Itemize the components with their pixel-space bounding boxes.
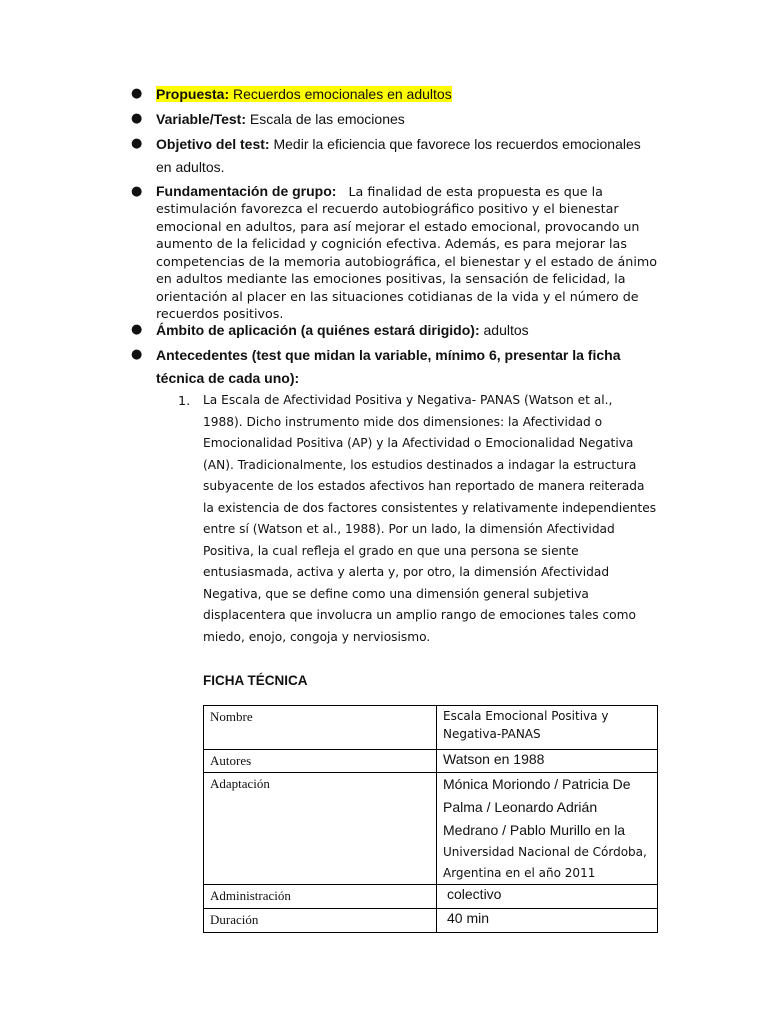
fundamentacion-line: emocional en adultos, para así mejorar el estado emocional, provocando un — [156, 218, 640, 234]
item-variable — [156, 107, 405, 131]
row-key-autores: Autores — [204, 750, 437, 773]
antecedente-line: (AN). Tradicionalmente, los estudios destinados a indagar la estructura — [203, 457, 637, 472]
item-antecedentes: Antecedentes (test que midan la variable, mínimo 6, presentar la ficha — [156, 347, 621, 363]
value-line: Palma / Leonardo Adrián — [443, 799, 598, 815]
bullet: ● — [131, 322, 143, 337]
variable-value: Escala de las emociones — [249, 111, 405, 127]
item-propuesta — [156, 82, 452, 106]
value-line: 40 min — [447, 910, 490, 926]
value-line: Universidad Nacional de Córdoba, — [443, 845, 647, 859]
fundamentacion-text: La finalidad de esta propuesta es que la — [348, 184, 603, 199]
propuesta-label: Propuesta: — [156, 86, 230, 102]
antecedente-line: Negativa, que se define como una dimensión general subjetiva — [203, 586, 589, 601]
ficha-title: FICHA TÉCNICA — [203, 673, 308, 688]
ficha-table — [203, 705, 658, 933]
antecedente-line: entusiasmada, activa y alerta y, por otro, la dimensión Afectividad — [203, 565, 610, 579]
antecedente-line: La Escala de Afectividad Positiva y Negativa- PANAS (Watson et al., — [203, 393, 613, 407]
table-row — [204, 750, 658, 773]
antecedente-line: Emocionalidad Positiva (AP) y la Afectividad o Emocionalidad Negativa — [203, 436, 634, 450]
value-line: colectivo — [447, 886, 502, 902]
fundamentacion-line: competencias de la memoria autobiográfica, el bienestar y el estado de ánimo — [156, 253, 657, 269]
bullet: ● — [131, 111, 143, 126]
table-row — [204, 909, 658, 933]
antecedente-line: 1988). Dicho instrumento mide dos dimensiones: la Afectividad o — [203, 414, 603, 429]
value-line: Mónica Moriondo / Patricia De — [443, 776, 631, 792]
antecedente-line: la existencia de dos factores consistentes y relativamente independientes — [203, 500, 657, 515]
row-value-nombre — [437, 706, 658, 750]
value-line: Watson en 1988 — [443, 751, 545, 767]
bullet: ● — [131, 86, 143, 101]
item-objetivo — [156, 132, 641, 156]
row-key-adaptacion: Adaptación — [204, 773, 437, 885]
value-line: Negativa-PANAS — [443, 727, 541, 741]
propuesta-value: Recuerdos emocionales en adultos — [233, 86, 452, 102]
value-line: Argentina en el año 2011 — [443, 866, 596, 880]
fundamentacion-label: Fundamentación de grupo: — [156, 183, 337, 199]
antecedente-line: subyacente de los estados afectivos han reportado de manera reiterada — [203, 479, 645, 493]
bullet: ● — [131, 136, 143, 151]
item-ambito — [156, 318, 529, 342]
fundamentacion-line: aumento de la felicidad y cognición efectiva. Además, es para mejorar las — [156, 236, 627, 251]
fundamentacion-line: estimulación favorezca el recuerdo autobiográfico positivo y el bienestar — [156, 201, 619, 216]
objetivo-value-cont: en adultos. — [156, 159, 225, 175]
ambito-value: adultos — [483, 322, 529, 338]
list-number: 1. — [178, 393, 191, 408]
table-row — [204, 773, 658, 885]
fundamentacion-line: orientación al placer en las situaciones cotidianas de la vida y el número de — [156, 288, 639, 304]
bullet: ● — [131, 347, 143, 362]
objetivo-value: Medir la eficiencia que favorece los recuerdos emocionales — [273, 136, 641, 152]
fundamentacion-line: en adultos mediante las emociones positivas, la sensación de felicidad, la — [156, 271, 626, 286]
antecedente-line: miedo, enojo, congoja y nerviosismo. — [203, 629, 431, 644]
antecedente-line: displacentera que involucra un amplio rango de emociones tales como — [203, 608, 636, 622]
value-line: Escala Emocional Positiva y — [443, 709, 609, 723]
objetivo-label: Objetivo del test: — [156, 136, 270, 152]
row-value-duracion — [437, 909, 658, 933]
ambito-label: Ámbito de aplicación (a quiénes estará dirigido): — [156, 322, 480, 338]
row-value-autores — [437, 750, 658, 773]
variable-label: Variable/Test: — [156, 111, 247, 127]
bullet: ● — [131, 184, 143, 199]
antecedente-line: entre sí (Watson et al., 1988). Por un lado, la dimensión Afectividad — [203, 522, 615, 536]
row-key-nombre: Nombre — [204, 706, 437, 750]
value-line: Medrano / Pablo Murillo en la — [443, 822, 626, 838]
antecedente-line: Positiva, la cual refleja el grado en que una persona se siente — [203, 543, 579, 558]
table-row — [204, 706, 658, 750]
row-key-duracion: Duración — [204, 909, 437, 933]
table-row — [204, 885, 658, 909]
row-value-adaptacion — [437, 773, 658, 885]
row-key-administracion: Administración — [204, 885, 437, 909]
fundamentacion-line: recuerdos positivos. — [156, 306, 284, 321]
row-value-administracion — [437, 885, 658, 909]
antecedentes-cont: técnica de cada uno): — [156, 370, 300, 386]
